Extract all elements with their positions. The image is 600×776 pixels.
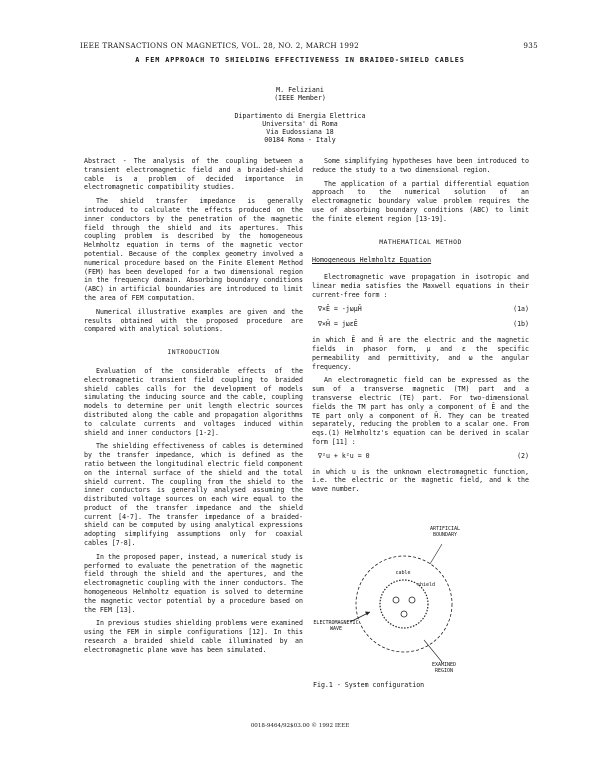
abstract-text: - The analysis of the coupling between a transient electromagnetic field and a braided-shield cable is a problem of decided importance in electromagnetic compatibility studies. xyxy=(84,157,303,192)
left-column xyxy=(84,157,303,660)
equation-label: (2) xyxy=(517,451,529,460)
introduction-heading: INTRODUCTION xyxy=(167,348,220,357)
paragraph: in which Ē and H̄ are the electric and the magnetic fields in phasor form, μ and ε the specific permeability and permittivity, and ω the angular frequency. xyxy=(312,336,529,371)
examined-region-label: EXAMINED REGION xyxy=(431,662,457,674)
paragraph: The application of a partial differential equation approach to the numerical solution of an electromagnetic boundary value problem requires the use of absorbing boundary conditions (ABC) to limit the finite element region [13-19]. xyxy=(312,179,529,223)
affiliation-line: Universita' di Roma xyxy=(262,120,338,128)
author-membership: (IEEE Member) xyxy=(274,94,326,102)
paragraph: in which u is the unknown electromagnetic function, i.e. the electric or the magnetic field, and k the wave number. xyxy=(312,467,529,494)
affiliation-line: 00184 Roma - Italy xyxy=(264,136,336,144)
paragraph: In the proposed paper, instead, a numerical study is performed to evaluate the penetration of the magnetic field through the shield and the apertures, and the electromagnetic coupling with the inner conductors. The homogeneous Helmholtz equation is solved to determine the magnetic vector potential by a procedure based on the FEM [13]. xyxy=(84,552,303,614)
copyright-footer: 0018-9464/92$03.00 © 1992 IEEE xyxy=(250,723,350,729)
equation-label: (1b) xyxy=(513,320,529,329)
subsection-heading: Homogeneous Helmholtz Equation xyxy=(312,256,432,265)
equation xyxy=(312,305,529,314)
affiliation-line: Via Eudossiana 18 xyxy=(266,128,334,136)
inner-conductor xyxy=(393,597,399,603)
boundary-leader xyxy=(430,544,442,564)
cable-label: cable xyxy=(395,570,411,576)
right-column xyxy=(312,157,529,499)
paragraph: In previous studies shielding problems were examined using the FEM in simple configurations [12]. In this research a braided shield cable illuminated by an electromagnetic plane wave has been simulated. xyxy=(84,619,303,654)
paper-title: A FEM APPROACH TO SHIELDING EFFECTIVENESS IN BRAIDED-SHIELD CABLES xyxy=(135,56,465,64)
paragraph: The shielding effectiveness of cables is determined by the transfer impedance, which is defined as the ratio between the longitudinal electric field component on the internal surface of the shield and the total shield current. The coupling from the shield to the inner conductors is generally analysed assuming the distributed voltage sources on each wire equal to the product of the transfer impedance and the shield current [4-7]. The transfer impedance of a braided-shield can be computed by using analytical expressions adopting simplifying assumptions only for coaxial cables [7-8]. xyxy=(84,442,303,548)
equation-expression: ∇²u + k²u = 0 xyxy=(318,451,370,460)
journal-header: IEEE TRANSACTIONS ON MAGNETICS, VOL. 28, NO. 2, MARCH 1992 xyxy=(80,41,360,50)
abstract-label: Abstract xyxy=(84,157,116,165)
paragraph: Some simplifying hypotheses have been introduced to reduce the study to a two dimensional region. xyxy=(312,157,529,174)
figure-caption: Fig.1 - System configuration xyxy=(313,681,425,689)
paragraph: Electromagnetic wave propagation in isotropic and linear media satisfies the Maxwell equations in their current-free form : xyxy=(312,273,529,299)
section-heading: MATHEMATICAL METHOD xyxy=(379,237,462,246)
artificial-boundary-label: ARTIFICIAL BOUNDARY xyxy=(429,526,461,538)
equation xyxy=(312,452,529,461)
shield-label: shield xyxy=(416,582,436,588)
author-name: M. Feliziani xyxy=(276,86,324,94)
wave-arrow-head xyxy=(365,612,370,616)
equation-expression: ∇×Ē = -jωμH̄ xyxy=(318,304,362,313)
paragraph: Evaluation of the considerable effects of the electromagnetic transient field coupling to braided shield cables calls for the development of models simulating the inducing source and the cable, coupling models to determine per unit length electric sources distributed along the cable and propagation algorithms to calculate currents and voltages induced within shield and inner conductors [1-2]. xyxy=(84,366,303,437)
paragraph: The shield transfer impedance is generally introduced to calculate the effects produced on the inner conductors by the penetration of the magnetic field through the shield and its apertures. This coupling problem is described by the homogeneous Helmholtz equation in terms of the magnetic vector potential. Because of the complex geometry involved a numerical procedure based on the Finite Element Method (FEM) has been developed for a two dimensional region in the frequency domain. Absorbing boundary conditions (ABC) in artificial boundaries are introduced to limit the area of FEM computation. xyxy=(84,197,303,302)
affiliation-line: Dipartimento di Energia Elettrica xyxy=(234,112,366,120)
abstract xyxy=(84,157,303,192)
region-leader xyxy=(424,640,442,662)
inner-conductor xyxy=(401,611,407,617)
figure-system-configuration xyxy=(312,522,472,687)
paragraph: An electromagnetic field can be expressed as the sum of a transverse magnetic (TM) part and a transverse electric (TE) part. For two-dimensional fields the TM part has only a component of Ē and the TE part only a component of H̄. They can be treated separately, reducing the problem to a scalar one. From eqs.(1) Helmholtz's equation can be derived in scalar form [11] : xyxy=(312,376,529,446)
equation xyxy=(312,320,529,329)
equation-expression: ∇×H̄ = jωεĒ xyxy=(318,320,358,329)
paragraph: Numerical illustrative examples are given and the results obtained with the proposed procedure are compared with analytical solutions. xyxy=(84,307,303,334)
equation-label: (1a) xyxy=(513,304,529,313)
page-number: 935 xyxy=(523,41,538,50)
em-wave-label: ELECTROMAGNETIC WAVE xyxy=(313,620,359,632)
inner-conductor xyxy=(409,597,415,603)
